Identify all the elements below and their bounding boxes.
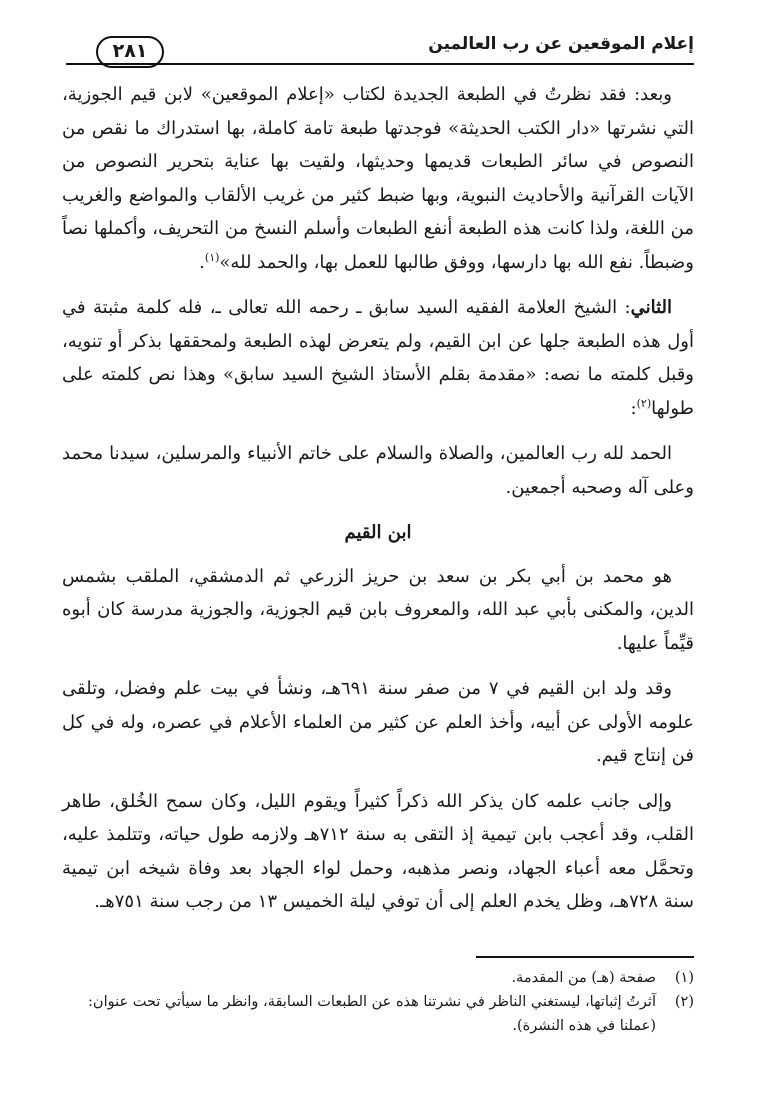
paragraph-lead: الثاني — [630, 297, 672, 318]
paragraph-biography: هو محمد بن أبي بكر بن سعد بن حريز الزرعي ثم الدمشقي، الملقب بشمس الدين، والمكنى بأبي عبد الله، والمعروف بابن قيم الجوزية، والجوزية مدرسة كان أبوه قيِّماً عليها. — [62, 565, 694, 654]
section-heading: ابن القيم — [344, 522, 412, 543]
body-text — [62, 78, 694, 931]
page-header — [66, 30, 694, 70]
paragraph-intro — [62, 78, 694, 279]
footnote-2 — [62, 990, 694, 1038]
paragraph-end: : — [630, 397, 637, 419]
paragraph-birth: وقد ولد ابن القيم في ٧ من صفر سنة ٦٩١هـ، ونشأ في بيت علم وفضل، وتلقى علومه الأولى عن أبيه، وأخذ العلم عن كثير من العلماء الأعلام في عصره، وله في كل فن إنتاج قيم. — [62, 678, 694, 766]
running-title: إعلام الموقعين عن رب العالمين — [428, 34, 694, 54]
footnote-1 — [62, 966, 694, 990]
footnote-ref-1: (١) — [204, 250, 220, 264]
page-number: ٢٨١ — [96, 36, 164, 68]
footnote-number: (٢) — [674, 994, 694, 1010]
paragraph-text: : الشيخ العلامة الفقيه السيد سابق ـ رحمه الله تعالى ـ، فله كلمة مثبتة في أول هذه الطبعة جلها عن ابن القيم، ولم يتعرض لهذه الطبعة ولمحققها بذكر أو تنويه، وقبل كلمته ما نصه: «مقدمة بقلم الأستاذ الشيخ السيد سابق» وهذا نص كلمته على طولها — [62, 297, 694, 419]
paragraph-end: . — [199, 251, 205, 273]
paragraph-character: وإلى جانب علمه كان يذكر الله ذكراً كثيراً ويقوم الليل، وكان سمح الخُلق، طاهر القلب، وقد أعجب بابن تيمية إذ التقى به سنة ٧١٢هـ ولازمه طول حياته، وتتلمذ عليه، وتحمَّل معه أعباء الجهاد، ونصر مذهبه، وحمل لواء الجهاد بعد وفاة شيخه ابن تيمية سنة ٧٢٨هـ، وظل يخدم العلم إلى أن توفي ليلة الخميس ١٣ من رجب سنة ٧٥١هـ. — [62, 790, 694, 912]
footnotes — [62, 956, 694, 1038]
paragraph-praise — [62, 437, 694, 504]
header-rule — [66, 63, 694, 65]
footnote-text: آثرتُ إثباتها، ليستغني الناظر في نشرتنا هذه عن الطبعات السابقة، وانظر ما سيأتي تحت عنوان: (عملنا في هذه النشرة). — [88, 994, 656, 1034]
paragraph-text: الحمد لله رب العالمين، والصلاة والسلام على خاتم الأنبياء والمرسلين، سيدنا محمد وعلى آله وصحبه أجمعين. — [62, 443, 694, 498]
paragraph-second — [62, 291, 694, 425]
footnote-number: (١) — [674, 970, 694, 986]
footnote-rule — [476, 956, 694, 958]
footnote-ref-2: (٢) — [636, 396, 652, 410]
footnote-text: صفحة (هـ) من المقدمة. — [511, 970, 656, 986]
paragraph-text: وبعد: فقد نظرتُ في الطبعة الجديدة لكتاب «إعلام الموقعين» لابن قيم الجوزية، التي نشرتها «دار الكتب الحديثة» فوجدتها طبعة تامة كاملة، بها استدراك ما نقص من النصوص في سائر الطبعات قديمها وحديثها، ولقيت بها عناية بتحرير النصوص من الآيات القرآنية والأحاديث النبوية، وبها ضبط كثير من غريب الألقاب والمواضع والغريب من اللغة، ولذا كانت هذه الطبعة أنفع الطبعات وأسلم النسخ من التحريف، وأكملها نصاً وضبطاً. نفع الله بها دارسها، ووفق طالبها للعمل بها، والحمد لله» — [62, 84, 694, 273]
